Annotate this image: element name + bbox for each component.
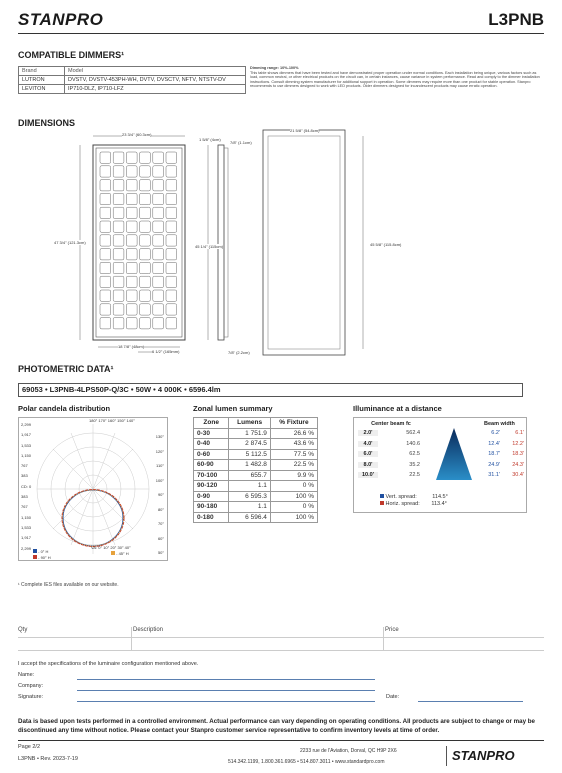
zonal-zone: 0-90 — [194, 491, 229, 502]
louvre-cell — [166, 262, 177, 273]
louvre-cell — [166, 235, 177, 246]
zonal-table — [193, 417, 318, 523]
louvre-cell — [140, 180, 151, 191]
footer-phones: 514.342.1199, 1.800.361.6965 • 514.807.3011 • www.standardpro.com — [228, 759, 385, 765]
vert-spread — [380, 494, 448, 500]
polar-angle-label: 100° — [155, 477, 164, 483]
polar-chart — [18, 417, 168, 561]
zonal-zone: 0-60 — [194, 449, 229, 460]
illum-row — [354, 472, 528, 483]
louvre-cell — [113, 193, 124, 204]
louvre-cell — [153, 262, 164, 273]
louvre-cell — [153, 193, 164, 204]
illum-distance: 6.0' — [358, 451, 378, 457]
louvre-cell — [100, 180, 111, 191]
illum-vert: 24.9' — [488, 461, 500, 468]
louvre-grid — [100, 152, 177, 329]
zonal-lumens: 1 482.8 — [229, 460, 270, 471]
zonal-fixture: 26.6 % — [270, 428, 317, 439]
order-row-line — [18, 637, 544, 638]
louvre-cell — [126, 166, 137, 177]
louvre-cell — [113, 235, 124, 246]
louvre-cell — [100, 304, 111, 315]
louvre-cell — [100, 249, 111, 260]
polar-axis-label: 1,917 — [21, 535, 32, 541]
illum-fc: 140.6 — [406, 440, 420, 447]
header-divider — [18, 33, 544, 34]
dim-side-height: 45 1/4" (115cm) — [195, 244, 224, 249]
dim-inner-bottom: 18 7/8" (48cm) — [118, 344, 145, 349]
louvre-cell — [166, 304, 177, 315]
polar-axis-label: 1,533 — [21, 524, 32, 530]
order-description-label: Description — [133, 627, 164, 633]
louvre-cell — [100, 276, 111, 287]
zonal-lumens: 1 751.9 — [229, 428, 270, 439]
date-field[interactable] — [418, 701, 523, 702]
louvre-cell — [100, 193, 111, 204]
zonal-fixture: 43.6 % — [270, 439, 317, 450]
louvre-cell — [100, 207, 111, 218]
illum-fc: 22.5 — [409, 472, 420, 479]
table-row — [194, 512, 318, 523]
polar-axis-label: 383 — [21, 494, 28, 500]
louvre-cell — [140, 276, 151, 287]
louvre-cell — [126, 152, 137, 163]
louvre-cell — [153, 235, 164, 246]
dimmers-col-brand: Brand — [19, 67, 65, 76]
zonal-fixture: 0 % — [270, 502, 317, 513]
polar-angle-label: 50° — [157, 550, 164, 555]
dim-back-width: 21 5/8" (54.8cm) — [290, 128, 320, 133]
louvre-cell — [126, 262, 137, 273]
polar-angle-label: 80° — [157, 506, 164, 512]
illum-vert: 6.2' — [491, 430, 500, 436]
brand-logo: STANPRO — [18, 10, 104, 29]
vert-spread-value: 114.5° — [432, 494, 448, 500]
zonal-zone: 90-180 — [194, 502, 229, 513]
louvre-cell — [166, 207, 177, 218]
illum-distance: 10.0' — [358, 472, 378, 478]
polar-title: Polar candela distribution — [18, 404, 111, 413]
louvre-cell — [153, 304, 164, 315]
zonal-zone: 0-40 — [194, 439, 229, 450]
dimmers-table — [18, 66, 246, 94]
dimmers-note — [250, 66, 540, 89]
dim-side-top2: 7/8" (1.1cm) — [230, 140, 252, 145]
dimensions-title: DIMENSIONS — [18, 118, 76, 128]
illum-horiz: 24.3' — [512, 461, 524, 468]
order-col-divider — [383, 627, 384, 651]
dim-side-top1: 1 5/8" (4cm) — [199, 137, 221, 142]
legend-label: - 45° H — [116, 551, 129, 556]
horiz-spread-value: 113.4° — [431, 501, 447, 507]
louvre-cell — [113, 318, 124, 329]
louvre-cell — [166, 249, 177, 260]
zonal-zone: 90-120 — [194, 481, 229, 492]
illum-row — [354, 451, 528, 462]
louvre-cell — [113, 152, 124, 163]
company-label: Company: — [18, 683, 44, 689]
table-row — [194, 470, 318, 481]
louvre-cell — [140, 207, 151, 218]
dimmer-model: DVSTV, DVSTV-453PH-WH, DVTV, DVSCTV, NFTV, NTSTV-DV — [65, 76, 246, 85]
illum-horiz: 18.3' — [512, 451, 524, 458]
louvre-cell — [153, 166, 164, 177]
polar-angle-label: 110° — [156, 463, 164, 468]
table-row — [194, 481, 318, 492]
louvre-cell — [100, 221, 111, 232]
louvre-cell — [113, 207, 124, 218]
polar-axis-label: 1,533 — [21, 442, 32, 448]
zonal-zone: 70-100 — [194, 470, 229, 481]
polar-axis-label: 2,299 — [21, 545, 32, 551]
zonal-lumens: 1.1 — [229, 502, 270, 513]
footer-page: Page 2/2 — [18, 744, 41, 750]
vert-spread-label: Vert. spread: — [385, 494, 417, 500]
dim-width-top: 23 3/4" (60.3cm) — [122, 132, 152, 137]
louvre-cell — [166, 193, 177, 204]
polar-axis-label: 1,917 — [21, 432, 32, 438]
louvre-cell — [166, 221, 177, 232]
table-row — [194, 502, 318, 513]
louvre-cell — [166, 318, 177, 329]
dimension-svg — [18, 128, 544, 363]
polar-bottom-labels: VA: 0° 10° 20° 30° 40° — [91, 545, 131, 550]
polar-legend-90h — [33, 555, 51, 560]
polar-angle-label: 90° — [157, 492, 164, 497]
zonal-lumens: 2 874.5 — [229, 439, 270, 450]
louvre-cell — [126, 290, 137, 301]
dimension-drawings — [18, 128, 544, 363]
table-row — [19, 85, 246, 94]
table-row — [194, 449, 318, 460]
dim-back-height: 45 5/8" (115.8cm) — [370, 242, 402, 247]
polar-top-labels: 180° 170° 160° 150° 140° — [89, 418, 135, 423]
louvre-cell — [153, 318, 164, 329]
illum-vert: 12.4' — [488, 440, 500, 447]
zonal-zone: 0-30 — [194, 428, 229, 439]
polar-axis-label: 1,150 — [21, 452, 32, 458]
illum-horiz: 6.1' — [515, 430, 524, 436]
louvre-cell — [140, 152, 151, 163]
louvre-cell — [140, 249, 151, 260]
louvre-cell — [100, 318, 111, 329]
illum-fc: 562.4 — [406, 430, 420, 436]
dimmers-note-text: This table shows dimmers that have been tested and have demonstrated proper operation under normal conditions. Each installation being unique, various factors such as load, common neutral, or other electrical products on the circuit can, in certain instances, cause variance in system performance. Read and comply to the dimmer installation instructions. Consult dimming system manufacturer for additional support in operation. Some dimmers may require more than one product for stable operation. Stanpro recommends to use dimmers designed to work with LED products. Older dimmers designed for incandescent products may cause erratic operation. — [250, 70, 540, 89]
illum-vert: 18.7' — [488, 451, 500, 458]
date-label: Date: — [386, 694, 400, 700]
zonal-col-lumens: Lumens — [229, 418, 270, 429]
louvre-cell — [153, 249, 164, 260]
legend-label: - 90° H — [38, 555, 51, 560]
footer-divider-v — [446, 746, 447, 766]
louvre-cell — [100, 235, 111, 246]
polar-axis-label: 1,150 — [21, 514, 32, 520]
table-row — [194, 491, 318, 502]
zonal-col-zone: Zone — [194, 418, 229, 429]
louvre-cell — [126, 193, 137, 204]
louvre-cell — [126, 249, 137, 260]
illum-row — [354, 441, 528, 452]
signature-label: Signature: — [18, 694, 44, 700]
louvre-cell — [126, 318, 137, 329]
dimmer-brand: LUTRON — [19, 76, 65, 85]
louvre-cell — [113, 262, 124, 273]
zonal-lumens: 1.1 — [229, 481, 270, 492]
name-field[interactable] — [77, 679, 375, 680]
table-row — [194, 428, 318, 439]
order-qty-label: Qty — [18, 627, 28, 633]
table-row — [194, 460, 318, 471]
order-row-line — [18, 650, 544, 651]
polar-angle-label: 60° — [157, 535, 164, 541]
illum-rows — [354, 430, 528, 483]
louvre-cell — [153, 180, 164, 191]
photometric-title: PHOTOMETRIC DATA¹ — [18, 364, 114, 374]
dimming-range: Dimming range: 10%-100% — [250, 66, 299, 70]
illum-vert: 31.1' — [488, 472, 500, 479]
dimmer-model: IP710-DLZ, IP710-LFZ — [65, 85, 246, 94]
louvre-cell — [126, 207, 137, 218]
louvre-cell — [166, 290, 177, 301]
illum-horiz: 30.4' — [512, 472, 524, 479]
louvre-cell — [140, 235, 151, 246]
polar-axis-label: 383 — [21, 473, 28, 479]
louvre-cell — [113, 290, 124, 301]
polar-left-axis — [21, 420, 31, 554]
footer-doc: L3PNB • Rev. 2023-7-19 — [18, 756, 78, 762]
legend-label: - 0° H — [38, 549, 49, 554]
louvre-cell — [113, 249, 124, 260]
louvre-cell — [113, 276, 124, 287]
order-col-divider — [131, 627, 132, 651]
zonal-fixture: 100 % — [270, 491, 317, 502]
signature-field[interactable] — [77, 701, 375, 702]
illum-fc: 62.5 — [409, 451, 420, 458]
louvre-cell — [126, 276, 137, 287]
louvre-cell — [100, 262, 111, 273]
photometric-spec: 69053 • L3PNB-4LPS50P-Q/3C • 50W • 4 000K • 6596.4lm — [18, 383, 523, 397]
illum-fc: 35.2 — [409, 461, 420, 468]
disclaimer: Data is based upon tests performed in a controlled environment. Actual performance can vary depending on operating conditions. All products are subject to change or may be discontinued any time without notice. Please contact your Stanpro customer service representative to confirm inventory levels at time of order. — [18, 718, 535, 734]
zonal-lumens: 6 595.3 — [229, 491, 270, 502]
zonal-lumens: 6 596.4 — [229, 512, 270, 523]
polar-axis-label: 767 — [21, 504, 28, 510]
footnote: ¹ Complete IES files available on our website. — [18, 582, 119, 588]
louvre-cell — [153, 221, 164, 232]
company-field[interactable] — [77, 690, 375, 691]
louvre-cell — [153, 152, 164, 163]
louvre-cell — [126, 221, 137, 232]
louvre-cell — [140, 193, 151, 204]
zonal-fixture: 22.5 % — [270, 460, 317, 471]
polar-svg — [19, 418, 167, 560]
polar-axis-label: CD: 0 — [21, 483, 32, 489]
footer-divider — [18, 740, 544, 741]
name-label: Name: — [18, 672, 35, 678]
illum-distance: 2.0' — [358, 430, 378, 436]
illuminance-panel — [353, 417, 527, 513]
zonal-fixture: 9.9 % — [270, 470, 317, 481]
horiz-spread — [380, 501, 447, 507]
polar-axis-label: 2,299 — [21, 422, 32, 427]
louvre-cell — [153, 290, 164, 301]
louvre-cell — [140, 166, 151, 177]
louvre-cell — [126, 180, 137, 191]
illum-horiz: 12.2' — [512, 440, 524, 447]
illum-beam-header: Beam width — [484, 421, 515, 427]
dimmer-brand: LEVITON — [19, 85, 65, 94]
polar-angle-label: 120° — [155, 448, 164, 454]
louvre-cell — [153, 276, 164, 287]
zonal-zone: 60-90 — [194, 460, 229, 471]
louvre-cell — [140, 318, 151, 329]
footer-address: 2233 rue de l'Aviation, Dorval, QC H9P 2X6 — [300, 748, 397, 754]
illum-row — [354, 462, 528, 473]
louvre-cell — [113, 180, 124, 191]
louvre-cell — [166, 276, 177, 287]
polar-axis-label: 767 — [21, 463, 28, 469]
dimmers-col-model: Model — [65, 67, 246, 76]
louvre-cell — [113, 221, 124, 232]
dimmers-title: COMPATIBLE DIMMERS¹ — [18, 50, 125, 60]
dim-bottom-2: 6 1/2" (165mm) — [152, 349, 180, 354]
louvre-cell — [166, 152, 177, 163]
zonal-fixture: 77.5 % — [270, 449, 317, 460]
zonal-col-fixture: % Fixture — [270, 418, 317, 429]
zonal-fixture: 100 % — [270, 512, 317, 523]
louvre-cell — [113, 166, 124, 177]
table-row — [19, 76, 246, 85]
illum-distance: 8.0' — [358, 462, 378, 468]
model-title: L3PNB — [488, 10, 544, 29]
zonal-title: Zonal lumen summary — [193, 404, 273, 413]
order-price-label: Price — [385, 627, 399, 633]
dim-height-left: 47 3/4" (121.3cm) — [54, 240, 86, 245]
louvre-cell — [113, 304, 124, 315]
louvre-cell — [126, 304, 137, 315]
louvre-cell — [166, 180, 177, 191]
zonal-lumens: 655.7 — [229, 470, 270, 481]
louvre-cell — [140, 304, 151, 315]
table-row — [194, 439, 318, 450]
polar-legend-0h — [33, 549, 48, 554]
zonal-body — [194, 428, 318, 523]
zonal-lumens: 5 112.5 — [229, 449, 270, 460]
illum-distance: 4.0' — [358, 441, 378, 447]
louvre-cell — [100, 152, 111, 163]
illum-row — [354, 430, 528, 441]
louvre-cell — [140, 262, 151, 273]
illum-center-header: Center beam fc — [371, 421, 411, 427]
louvre-cell — [126, 235, 137, 246]
zonal-fixture: 0 % — [270, 481, 317, 492]
polar-legend-45h — [111, 551, 129, 556]
louvre-cell — [100, 290, 111, 301]
polar-angle-label: 130° — [155, 434, 164, 439]
louvre-cell — [153, 207, 164, 218]
zonal-zone: 0-180 — [194, 512, 229, 523]
illum-title: Illuminance at a distance — [353, 404, 442, 413]
footer-brand-logo: STANPRO — [452, 748, 515, 763]
louvre-cell — [140, 221, 151, 232]
horiz-spread-label: Horiz. spread: — [385, 501, 420, 507]
accept-statement: I accept the specifications of the luminaire configuration mentioned above. — [18, 661, 199, 667]
louvre-cell — [140, 290, 151, 301]
louvre-cell — [166, 166, 177, 177]
polar-angle-label: 70° — [157, 521, 164, 526]
dim-side-bottom: 7/8" (2.2cm) — [228, 350, 250, 355]
polar-right-axis — [156, 430, 164, 561]
louvre-cell — [100, 166, 111, 177]
